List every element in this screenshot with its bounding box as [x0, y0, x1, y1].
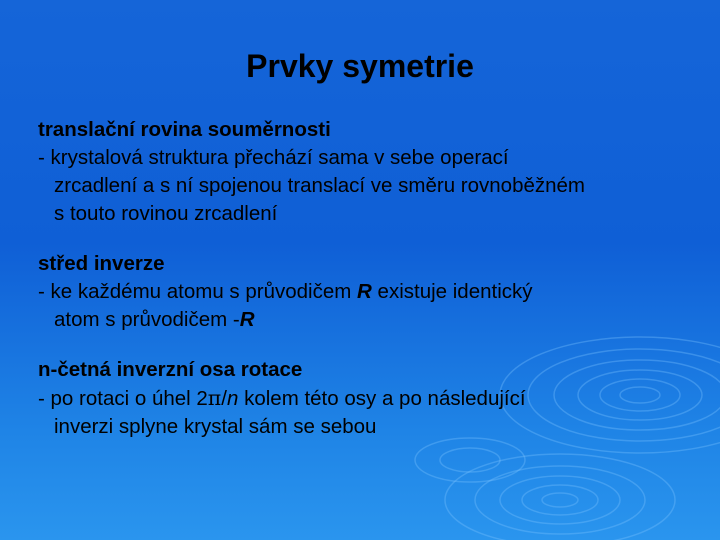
- section-text-line: zrcadlení a s ní spojenou translací ve směru rovnoběžném: [54, 174, 585, 197]
- section-rotoinversion-axis: [38, 356, 698, 441]
- pi-symbol: π: [207, 386, 222, 410]
- section-glide-plane: [38, 116, 698, 228]
- slide-title: Prvky symetrie: [246, 48, 474, 84]
- section-text-line: s touto rovinou zrcadlení: [54, 202, 278, 225]
- section-text-line: [38, 384, 698, 413]
- text-fragment: - po rotaci o úhel 2: [38, 387, 208, 410]
- section-text-line: - krystalová struktura přechází sama v sebe operací: [38, 146, 509, 169]
- text-fragment: - ke každému atomu s průvodičem: [38, 280, 358, 303]
- text-fragment: atom s průvodičem -: [54, 308, 240, 331]
- section-heading: n-četná inverzní osa rotace: [38, 358, 303, 381]
- section-text-line: [38, 278, 698, 306]
- section-heading: střed inverze: [38, 252, 165, 275]
- section-text-line: inverzi splyne krystal sám se sebou: [54, 415, 377, 438]
- slide-content: [38, 116, 698, 463]
- section-text-line: [38, 306, 698, 334]
- text-fragment: existuje identický: [371, 280, 533, 303]
- text-fragment: /: [221, 387, 227, 410]
- vector-symbol: R: [239, 308, 255, 331]
- section-heading: translační rovina souměrnosti: [38, 118, 331, 141]
- section-inversion-center: [38, 250, 698, 334]
- vector-symbol: R: [357, 280, 372, 303]
- variable-symbol: n: [226, 387, 239, 410]
- text-fragment: kolem této osy a po následující: [238, 387, 526, 410]
